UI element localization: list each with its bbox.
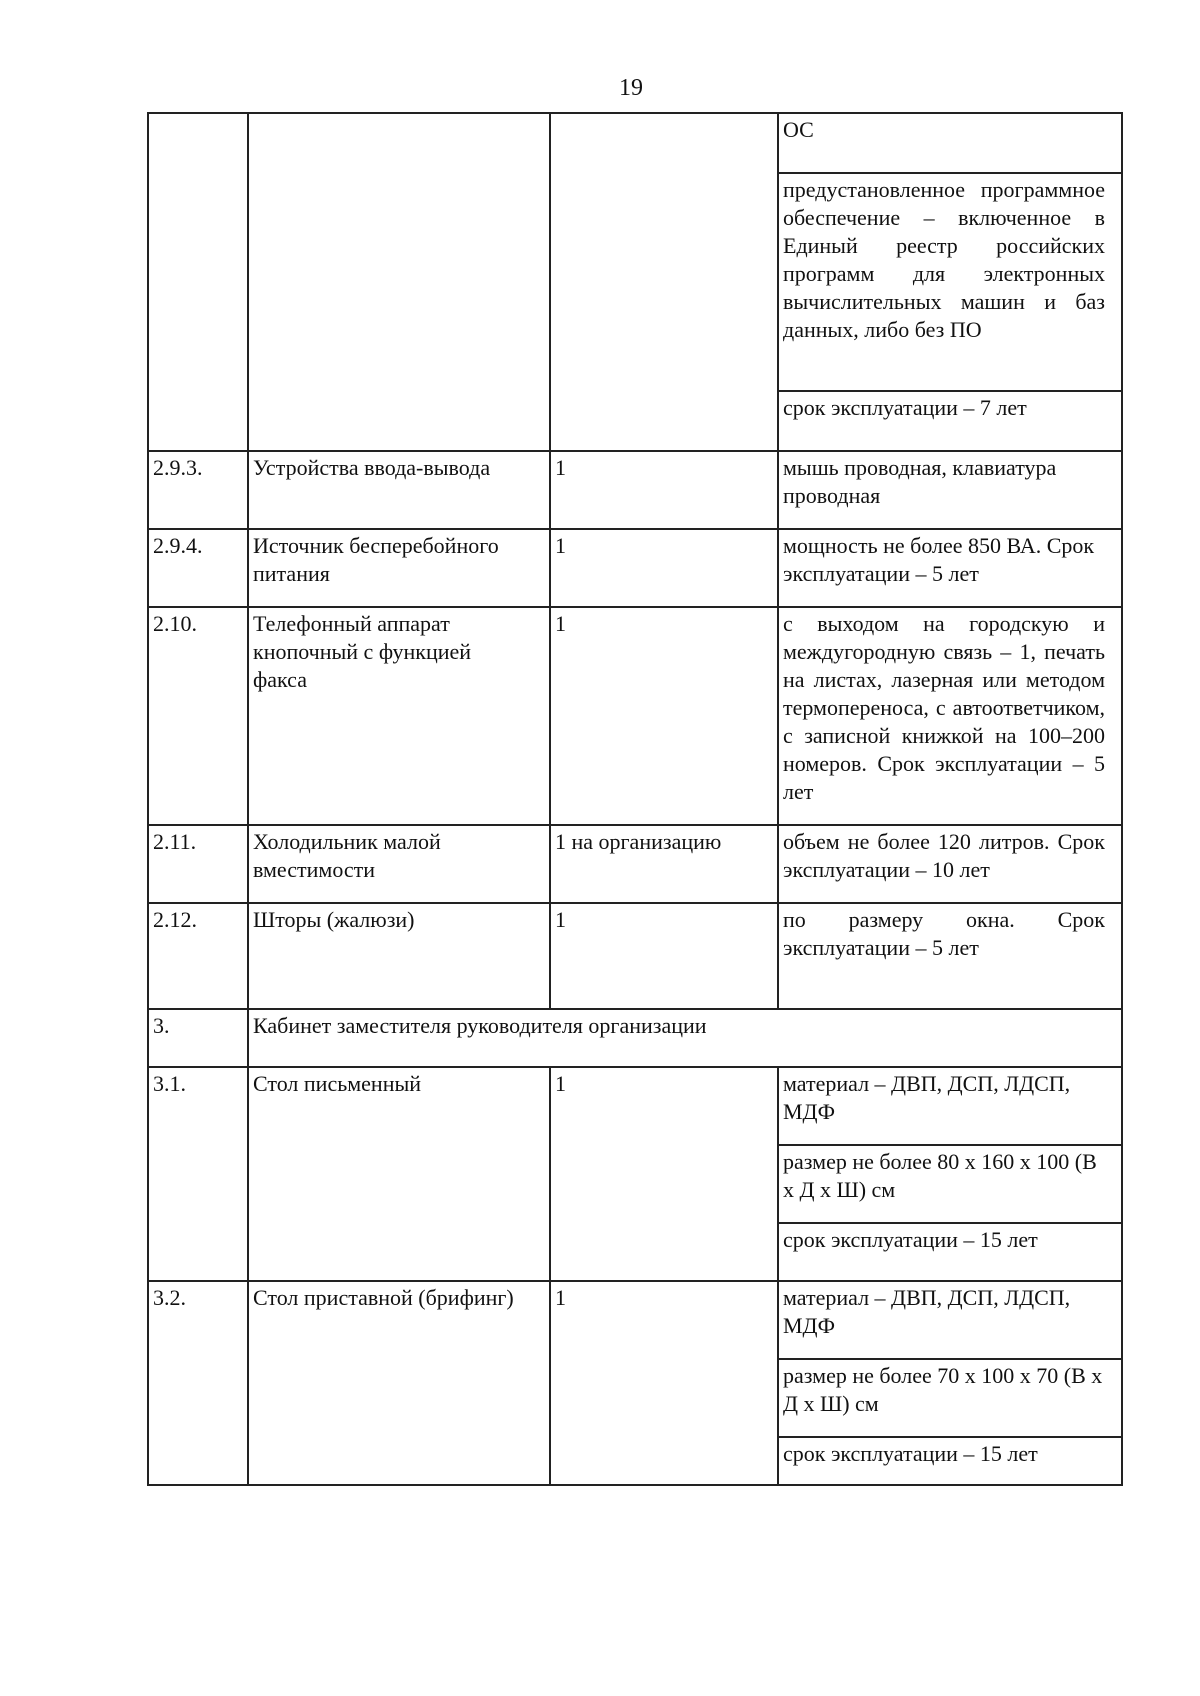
spec-text: с выходом на городскую и междугородную связь – 1, печать на листах, лазерная или методом термопереноса, с автоответчиком, с записной книжкой на 100–200 номеров. Срок эксплуатации – 5 лет <box>783 611 1105 804</box>
item-name: Шторы (жалюзи) <box>253 907 415 932</box>
spec-subcell <box>779 114 1121 172</box>
spec-subcell <box>779 452 1121 528</box>
item-name: Холодильник малой вместимости <box>253 829 441 882</box>
row-number: 2.9.3. <box>153 455 203 480</box>
item-quantity: 1 <box>555 1071 566 1096</box>
table-row <box>149 1066 1121 1280</box>
item-name: Телефонный аппарат кнопочный с функцией факса <box>253 611 472 692</box>
spec-text: ОС <box>783 117 814 142</box>
spec-cell <box>779 904 1121 1008</box>
table-row <box>149 114 1121 450</box>
item-name: Устройства ввода-вывода <box>253 455 491 480</box>
column-divider <box>247 114 249 1484</box>
spec-text: мощность не более 850 ВА. Срок эксплуатации – 5 лет <box>783 533 1095 586</box>
item-quantity: 1 <box>555 907 566 932</box>
page-number: 19 <box>619 75 643 101</box>
table-row <box>149 528 1121 606</box>
table-row <box>149 902 1121 1008</box>
spec-text: срок эксплуатации – 15 лет <box>783 1441 1038 1466</box>
spec-subcell <box>779 172 1121 390</box>
spec-subcell <box>779 1358 1121 1436</box>
spec-subcell <box>779 1436 1121 1484</box>
table-row <box>149 824 1121 902</box>
spec-subcell <box>779 608 1121 824</box>
spec-cell <box>779 608 1121 824</box>
spec-subcell <box>779 390 1121 450</box>
item-name: Стол приставной (брифинг) <box>253 1285 514 1310</box>
spec-cell <box>779 530 1121 606</box>
spec-subcell <box>779 826 1121 902</box>
section-title: Кабинет заместителя руководителя организации <box>253 1013 707 1038</box>
column-divider <box>777 114 779 1008</box>
spec-cell <box>779 1282 1121 1484</box>
spec-cell <box>779 826 1121 902</box>
table-row <box>149 1280 1121 1484</box>
item-quantity: 1 <box>555 455 566 480</box>
spec-text: материал – ДВП, ДСП, ЛДСП, МДФ <box>783 1071 1071 1124</box>
spec-subcell <box>779 1222 1121 1280</box>
spec-text: мышь проводная, клавиатура проводная <box>783 455 1057 508</box>
row-number: 3.2. <box>153 1285 186 1310</box>
spec-text: предустановленное программное обеспечение – включенное в Единый реестр российских программ для электронных вычислительных машин и баз данных, либо без ПО <box>783 177 1105 342</box>
row-number: 2.12. <box>153 907 197 932</box>
table-row <box>149 450 1121 528</box>
spec-subcell <box>779 1068 1121 1144</box>
spec-text: размер не более 80 x 160 x 100 (В x Д x Ш) см <box>783 1149 1097 1202</box>
spec-cell <box>779 452 1121 528</box>
spec-subcell <box>779 1144 1121 1222</box>
table-row <box>149 606 1121 824</box>
equipment-table <box>147 112 1123 1486</box>
column-divider <box>549 114 551 1008</box>
item-name: Источник бесперебойного питания <box>253 533 499 586</box>
spec-cell <box>779 1068 1121 1280</box>
item-quantity: 1 <box>555 611 566 636</box>
item-quantity: 1 <box>555 1285 566 1310</box>
item-quantity: 1 <box>555 533 566 558</box>
column-divider <box>777 1066 779 1484</box>
row-number: 2.11. <box>153 829 197 854</box>
spec-cell <box>779 114 1121 450</box>
item-quantity: 1 на организацию <box>555 829 722 854</box>
spec-text: срок эксплуатации – 15 лет <box>783 1227 1038 1252</box>
spec-subcell <box>779 904 1121 1008</box>
row-number: 3. <box>153 1013 170 1038</box>
spec-text: по размеру окна. Срок эксплуатации – 5 лет <box>783 907 1105 960</box>
spec-subcell <box>779 1282 1121 1358</box>
spec-text: срок эксплуатации – 7 лет <box>783 395 1027 420</box>
spec-subcell <box>779 530 1121 606</box>
column-divider <box>549 1066 551 1484</box>
spec-text: объем не более 120 литров. Срок эксплуатации – 10 лет <box>783 829 1105 882</box>
section-row <box>149 1008 1121 1066</box>
spec-text: размер не более 70 x 100 x 70 (В x Д x Ш) см <box>783 1363 1103 1416</box>
row-number: 3.1. <box>153 1071 186 1096</box>
item-name: Стол письменный <box>253 1071 422 1096</box>
row-number: 2.10. <box>153 611 197 636</box>
spec-text: материал – ДВП, ДСП, ЛДСП, МДФ <box>783 1285 1071 1338</box>
row-number: 2.9.4. <box>153 533 203 558</box>
